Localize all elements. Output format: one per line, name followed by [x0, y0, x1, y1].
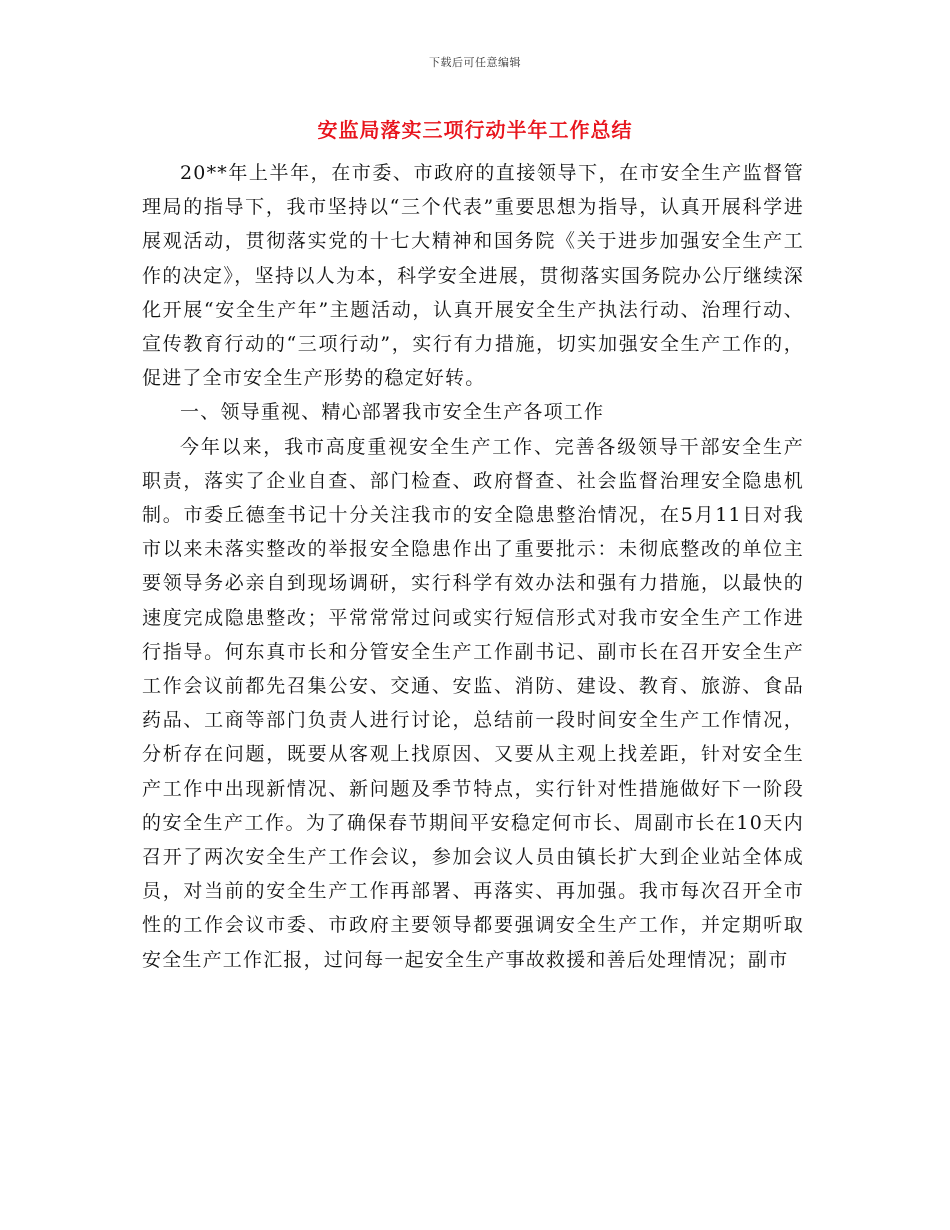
paragraph-section-1: 今年以来，我市高度重视安全生产工作、完善各级领导干部安全生产职责，落实了企业自查、部门检查、政府督查、社会监督治理安全隐患机制。市委丘德奎书记十分关注我市的安全隐患整治情况，在5月11日对我市以来未落实整改的举报安全隐患作出了重要批示：未彻底整改的单位主要领导务必亲自到现场调研，实行科学有效办法和强有力措施，以最快的速度完成隐患整改；平常常常过问或实行短信形式对我市安全生产工作进行指导。何东真市长和分管安全生产工作副书记、副市长在召开安全生产工作会议前都先召集公安、交通、安监、消防、建设、教育、旅游、食品药品、工商等部门负责人进行讨论，总结前一段时间安全生产工作情况，分析存在问题，既要从客观上找原因、又要从主观上找差距，针对安全生产工作中出现新情况、新问题及季节特点，实行针对性措施做好下一阶段的安全生产工作。为了确保春节期间平安稳定何市长、周副市长在10天内召开了两次安全生产工作会议，参加会议人员由镇长扩大到企业站全体成员，对当前的安全生产工作再部署、再落实、再加强。我市每次召开全市性的工作会议市委、市政府主要领导都要强调安全生产工作，并定期听取安全生产工作汇报，过问每一起安全生产事故救援和善后处理情况；副市 — [142, 435, 804, 971]
document-body — [142, 156, 804, 977]
page-header-note: 下载后可任意编辑 — [429, 56, 521, 69]
paragraph-intro: 20**年上半年，在市委、市政府的直接领导下，在市安全生产监督管理局的指导下，我市坚持以“三个代表”重要思想为指导，认真开展科学进展观活动，贯彻落实党的十七大精神和国务院《关于进步加强安全生产工作的决定》，坚持以人为本，科学安全进展，贯彻落实国务院办公厅继续深化开展“安全生产年”主题活动，认真开展安全生产执法行动、治理行动、宣传教育行动的“三项行动”，实行有力措施，切实加强安全生产工作的，促进了全市安全生产形势的稳定好转。 — [142, 162, 804, 390]
section-heading-1: 一、领导重视、精心部署我市安全生产各项工作 — [180, 401, 605, 424]
document-title: 安监局落实三项行动半年工作总结 — [317, 118, 633, 142]
